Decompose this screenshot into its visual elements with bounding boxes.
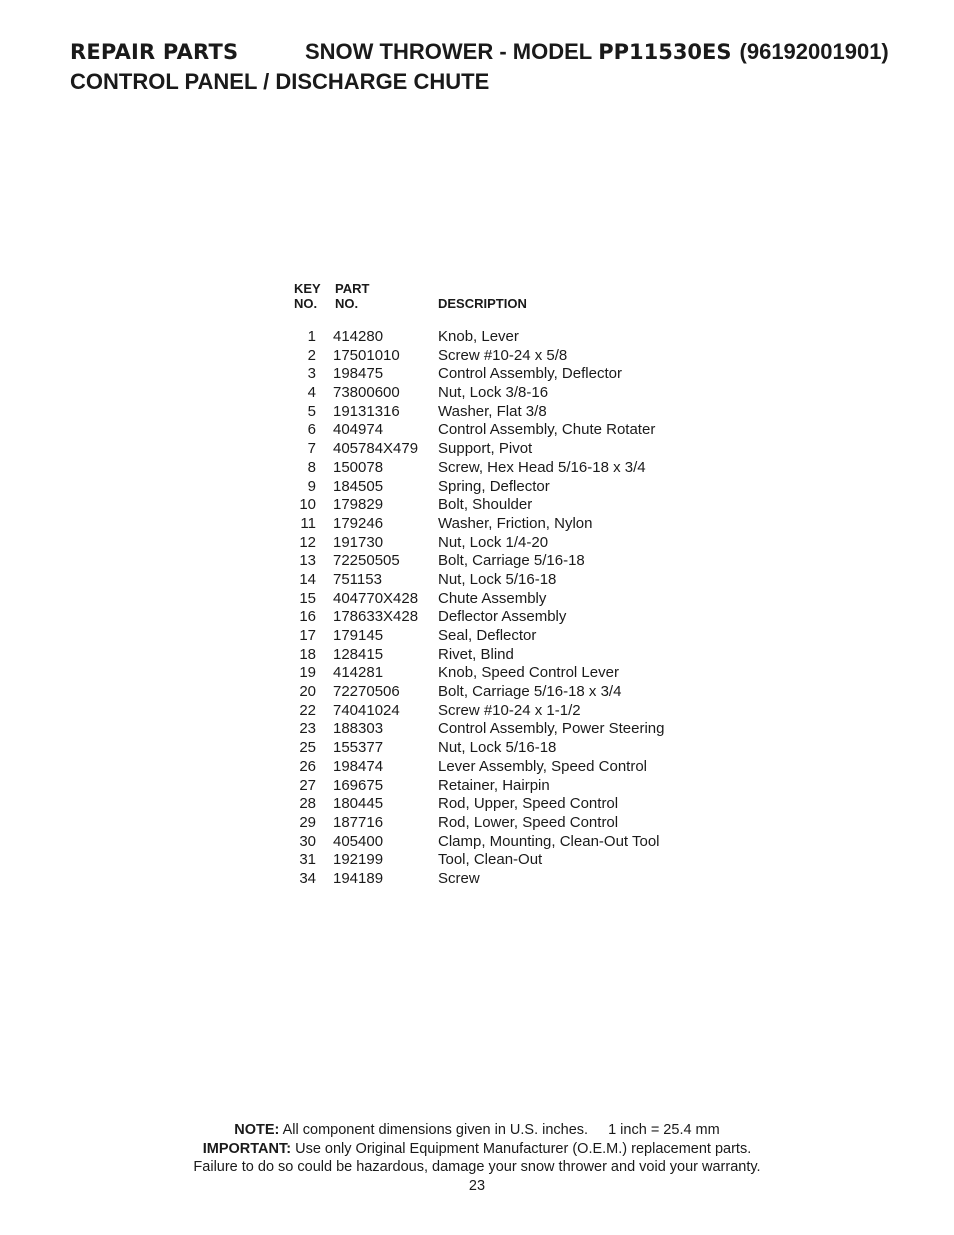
key-number: 10 (299, 496, 316, 514)
part-description: Rod, Lower, Speed Control (438, 813, 619, 831)
key-number: 2 (307, 346, 316, 364)
key-column-heading-2: NO. (294, 296, 318, 311)
part-number: 179829 (333, 496, 384, 514)
description-column-heading: DESCRIPTION (438, 296, 527, 311)
part-number: 178633X428 (333, 608, 419, 626)
part-number: 404974 (333, 421, 384, 439)
key-column-heading-1: KEY (294, 281, 321, 296)
key-number: 31 (299, 851, 316, 869)
part-number: 405400 (333, 832, 384, 850)
key-number: 26 (299, 757, 316, 775)
important-line (0, 1140, 954, 1159)
note-label: NOTE: (234, 1122, 280, 1138)
warning-line: Failure to do so could be hazardous, damage your snow thrower and void your warranty. (193, 1159, 761, 1175)
key-number: 3 (307, 365, 316, 383)
part-description: Knob, Speed Control Lever (438, 664, 619, 682)
part-number: 414280 (333, 328, 384, 345)
part-description: Chute Assembly (438, 589, 547, 607)
part-description: Washer, Flat 3/8 (438, 402, 547, 420)
key-number: 8 (307, 458, 316, 476)
snow-thrower-label: SNOW THROWER - MODEL (305, 39, 593, 64)
key-number: 29 (299, 813, 316, 831)
key-number: 18 (299, 645, 316, 663)
key-number: 28 (299, 795, 316, 813)
part-number: 128415 (333, 645, 384, 663)
part-description: Screw, Hex Head 5/16-18 x 3/4 (438, 458, 646, 476)
part-number: 404770X428 (333, 589, 419, 607)
part-description: Control Assembly, Chute Rotater (438, 421, 656, 439)
important-text: Use only Original Equipment Manufacturer (O.E.M.) replacement parts. (295, 1140, 752, 1157)
part-number: 198474 (333, 757, 384, 775)
part-number: 180445 (333, 795, 384, 813)
key-number: 11 (300, 514, 316, 532)
part-description: Retainer, Hairpin (438, 776, 550, 794)
part-description: Bolt, Shoulder (438, 496, 533, 514)
model-code: (96192001901) (739, 39, 889, 64)
part-number: 72270506 (333, 683, 400, 701)
part-number: 179246 (333, 514, 384, 532)
section-title: CONTROL PANEL / DISCHARGE CHUTE (70, 69, 490, 94)
key-number: 22 (299, 701, 316, 719)
part-column-heading-2: NO. (335, 296, 359, 311)
conversion-text: 1 inch = 25.4 mm (608, 1122, 720, 1138)
part-description: Bolt, Carriage 5/16-18 x 3/4 (438, 683, 622, 701)
part-description: Spring, Deflector (438, 477, 550, 495)
important-label: IMPORTANT: (202, 1140, 292, 1157)
key-number: 23 (299, 720, 316, 738)
part-description: Deflector Assembly (438, 608, 567, 626)
part-description: Support, Pivot (438, 440, 533, 458)
part-description: Screw #10-24 x 1-1/2 (438, 701, 581, 719)
key-number: 1 (307, 328, 316, 345)
key-number: 27 (299, 776, 316, 794)
part-number: 187716 (333, 813, 384, 831)
key-number: 17 (299, 627, 316, 644)
key-number: 16 (299, 608, 316, 626)
note-line (0, 1121, 954, 1140)
note-text: All component dimensions given in U.S. inches. (282, 1122, 589, 1138)
part-number: 188303 (333, 720, 384, 738)
part-description: Seal, Deflector (438, 627, 537, 644)
part-number: 414281 (333, 664, 384, 682)
part-number: 169675 (333, 776, 384, 794)
part-number: 192199 (333, 851, 384, 869)
header-title-line (70, 38, 930, 66)
part-number: 17501010 (333, 346, 400, 364)
part-column-heading-1: PART (335, 281, 370, 296)
part-number: 191730 (333, 533, 384, 551)
part-number: 179145 (333, 627, 384, 644)
part-description: Knob, Lever (438, 328, 519, 345)
page-header (70, 38, 930, 96)
part-description: Screw (438, 869, 480, 887)
part-number: 194189 (333, 869, 384, 887)
part-description: Nut, Lock 5/16-18 (438, 570, 557, 588)
part-number: 19131316 (333, 402, 400, 420)
part-number: 150078 (333, 458, 384, 476)
part-number: 184505 (333, 477, 384, 495)
part-description: Tool, Clean-Out (438, 851, 543, 869)
part-description: Rod, Upper, Speed Control (438, 795, 619, 813)
key-number: 4 (307, 384, 316, 402)
part-description: Rivet, Blind (438, 645, 514, 663)
key-number: 9 (307, 477, 316, 495)
part-description: Screw #10-24 x 5/8 (438, 346, 568, 364)
key-number: 7 (307, 440, 316, 458)
key-number: 12 (299, 533, 316, 551)
part-number: 74041024 (333, 701, 400, 719)
key-number: 19 (299, 664, 316, 682)
part-description: Nut, Lock 5/16-18 (438, 739, 557, 757)
key-number: 15 (299, 589, 316, 607)
part-description: Nut, Lock 3/8-16 (438, 384, 549, 402)
part-number: 405784X479 (333, 440, 419, 458)
key-number: 13 (299, 552, 316, 570)
part-number: 751153 (333, 570, 382, 588)
key-number: 34 (299, 869, 316, 887)
part-description: Washer, Friction, Nylon (438, 514, 593, 532)
model-number: PP11530ES (598, 40, 732, 64)
part-number: 73800600 (333, 384, 400, 402)
repair-parts-title: REPAIR PARTS (70, 40, 239, 64)
key-number: 20 (299, 683, 316, 701)
page-footer (0, 1121, 954, 1195)
part-description: Bolt, Carriage 5/16-18 (438, 552, 585, 570)
key-number: 6 (307, 421, 316, 439)
key-number: 30 (299, 832, 316, 850)
part-description: Control Assembly, Deflector (438, 365, 622, 383)
part-number: 155377 (333, 739, 384, 757)
part-description: Control Assembly, Power Steering (438, 720, 665, 738)
part-description: Nut, Lock 1/4-20 (438, 533, 549, 551)
part-description: Lever Assembly, Speed Control (438, 757, 647, 775)
page-number: 23 (468, 1177, 486, 1194)
part-description: Clamp, Mounting, Clean-Out Tool (438, 832, 660, 850)
key-number: 25 (299, 739, 316, 757)
part-number: 72250505 (333, 552, 400, 570)
key-number: 14 (299, 570, 316, 588)
key-number: 5 (307, 402, 316, 420)
part-number: 198475 (333, 365, 384, 383)
